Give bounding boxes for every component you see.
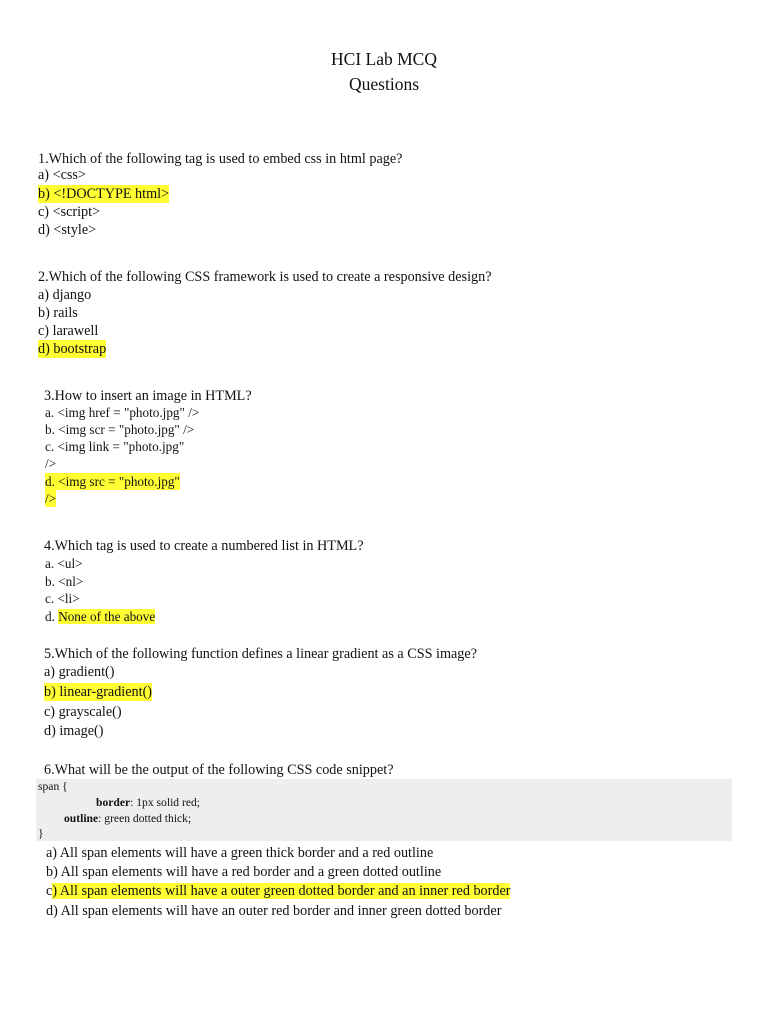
question-4-option-d-highlighted: None of the above bbox=[58, 609, 156, 624]
question-5-text: 5.Which of the following function defines a linear gradient as a CSS image? bbox=[44, 646, 477, 662]
question-1-option-a: a) <css> bbox=[38, 167, 86, 183]
question-3-option-c-continued: /> bbox=[45, 456, 57, 471]
code-line-outline bbox=[64, 811, 191, 826]
question-3-text: 3.How to insert an image in HTML? bbox=[44, 388, 252, 404]
code-property-border: border bbox=[96, 796, 131, 809]
question-4-option-c: c. <li> bbox=[45, 591, 80, 606]
code-line-close: } bbox=[38, 827, 44, 840]
question-4-option-d-prefix: d. bbox=[45, 609, 59, 624]
question-4-option-d bbox=[45, 608, 155, 625]
question-1-option-d: d) <style> bbox=[38, 222, 97, 238]
question-5-option-d: d) image() bbox=[44, 723, 104, 739]
question-1-option-c: c) <script> bbox=[38, 204, 101, 220]
question-6-text: 6.What will be the output of the following CSS code snippet? bbox=[44, 762, 394, 778]
question-6-option-c bbox=[46, 882, 510, 900]
question-6-option-c-highlighted: ) All span elements will have a outer green dotted border and an inner red border bbox=[52, 883, 511, 899]
question-3-option-c: c. <img link = "photo.jpg" bbox=[45, 439, 185, 454]
code-line-border bbox=[96, 795, 200, 810]
question-4-option-a: a. <ul> bbox=[45, 556, 83, 571]
question-3-option-d-highlighted: d. <img src = "photo.jpg" bbox=[45, 474, 180, 489]
question-2-option-b: b) rails bbox=[38, 305, 78, 321]
question-3-option-a: a. <img href = "photo.jpg" /> bbox=[45, 405, 200, 420]
code-value-outline: : green dotted thick; bbox=[98, 812, 192, 825]
question-6-option-a: a) All span elements will have a green thick border and a red outline bbox=[46, 845, 434, 861]
document-title: HCI Lab MCQ bbox=[331, 49, 437, 69]
question-6-option-b: b) All span elements will have a red border and a green dotted outline bbox=[46, 864, 442, 880]
question-6-option-d: d) All span elements will have an outer red border and inner green dotted border bbox=[46, 903, 502, 919]
question-5-option-a: a) gradient() bbox=[44, 664, 115, 680]
question-2-option-c: c) larawell bbox=[38, 323, 99, 339]
code-snippet-block bbox=[36, 779, 732, 841]
document-subtitle: Questions bbox=[349, 74, 419, 94]
question-5-option-c: c) grayscale() bbox=[44, 704, 122, 720]
code-property-outline: outline bbox=[64, 812, 99, 825]
code-line-open: span { bbox=[38, 780, 68, 793]
question-2-option-a: a) django bbox=[38, 287, 92, 303]
code-value-border: : 1px solid red; bbox=[130, 796, 201, 809]
question-3-option-d-continued: /> bbox=[45, 491, 57, 506]
question-4-text: 4.Which tag is used to create a numbered list in HTML? bbox=[44, 538, 364, 554]
question-2-text: 2.Which of the following CSS framework is used to create a responsive design? bbox=[38, 269, 492, 285]
question-3-option-b: b. <img scr = "photo.jpg" /> bbox=[45, 422, 195, 437]
question-1-text: 1.Which of the following tag is used to embed css in html page? bbox=[38, 151, 403, 167]
question-2-option-d-highlighted: d) bootstrap bbox=[38, 341, 107, 357]
question-4-option-b: b. <nl> bbox=[45, 574, 84, 589]
question-6-option-c-prefix: c bbox=[46, 883, 53, 899]
question-1-option-b-highlighted: b) <!DOCTYPE html> bbox=[38, 186, 170, 202]
question-5-option-b-highlighted: b) linear-gradient() bbox=[44, 684, 153, 700]
